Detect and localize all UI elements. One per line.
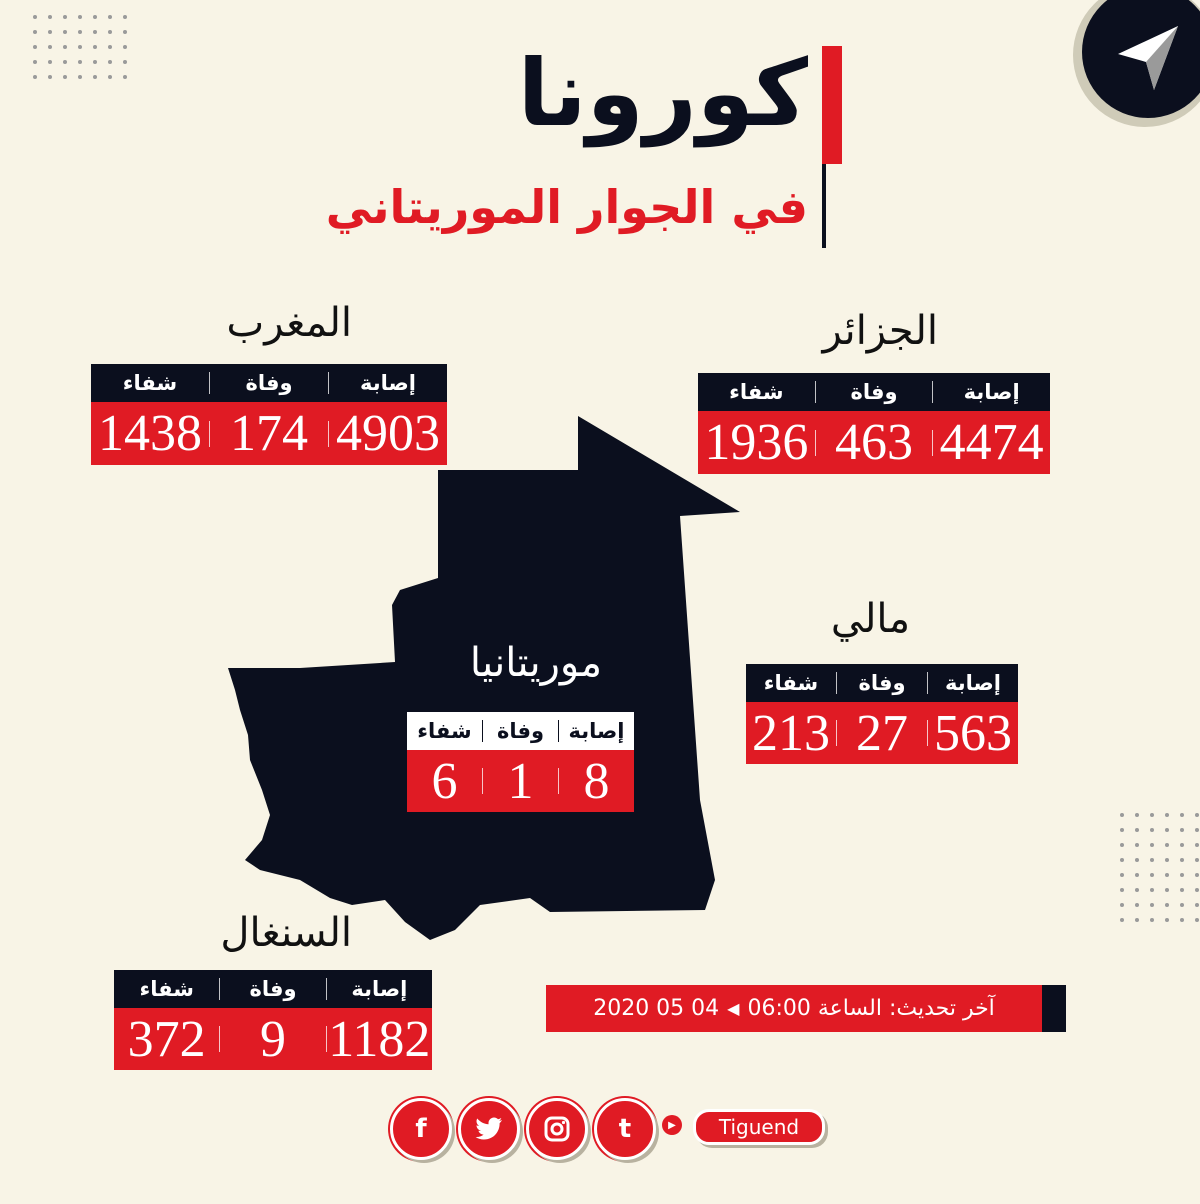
country-name-senegal: السنغال — [220, 910, 352, 956]
stats-header — [746, 664, 1018, 702]
value-recovered: 1936 — [704, 414, 809, 471]
value-recovered: 6 — [431, 752, 458, 810]
page-subtitle: في الجوار الموريتاني — [325, 180, 808, 234]
value-deaths: 1 — [507, 752, 534, 810]
stats-card-senegal — [114, 970, 432, 1070]
instagram-icon[interactable] — [526, 1098, 588, 1160]
stats-values — [114, 1008, 432, 1070]
stats-header — [114, 970, 432, 1008]
label-recovered: شفاء — [139, 977, 194, 1001]
label-cases: إصابة — [360, 371, 416, 395]
twitter-icon[interactable] — [458, 1098, 520, 1160]
label-deaths: وفاة — [850, 380, 898, 404]
value-recovered: 1438 — [98, 405, 202, 462]
last-update-label: آخر تحديث: الساعة 06:00 — [747, 996, 995, 1021]
value-cases: 4474 — [939, 414, 1044, 471]
stats-header — [698, 373, 1050, 411]
label-recovered: شفاء — [122, 371, 178, 395]
last-update-banner — [546, 985, 1042, 1032]
label-deaths: وفاة — [858, 671, 906, 695]
stats-card-algeria — [698, 373, 1050, 474]
label-cases: إصابة — [351, 977, 408, 1001]
social-handle[interactable]: Tiguend — [693, 1109, 825, 1145]
label-deaths: وفاة — [249, 977, 297, 1001]
label-deaths: وفاة — [245, 371, 293, 395]
stats-card-mali — [746, 664, 1018, 764]
country-name-mauritania: موريتانيا — [469, 640, 602, 686]
triangle-right-icon: ▶ — [662, 1115, 682, 1135]
stats-card-morocco — [91, 364, 447, 465]
stats-header — [407, 712, 634, 750]
value-cases: 563 — [934, 704, 1012, 762]
last-update-date: 2020 05 04 — [593, 996, 720, 1021]
last-update-bar — [1042, 985, 1066, 1032]
value-recovered: 372 — [127, 1010, 206, 1068]
value-deaths: 174 — [230, 405, 308, 462]
value-cases: 1182 — [328, 1010, 431, 1068]
label-cases: إصابة — [945, 671, 1001, 695]
label-recovered: شفاء — [417, 719, 472, 743]
country-name-algeria: الجزائر — [822, 308, 938, 354]
stats-values — [91, 402, 447, 465]
label-deaths: وفاة — [496, 719, 545, 743]
facebook-icon[interactable]: f — [390, 1098, 452, 1160]
stats-values — [407, 750, 634, 812]
stats-header — [91, 364, 447, 402]
stats-values — [746, 702, 1018, 764]
value-deaths: 463 — [834, 414, 913, 471]
triangle-left-icon: ◀ — [727, 999, 740, 1018]
value-recovered: 213 — [752, 704, 830, 762]
country-name-mali: مالي — [830, 596, 910, 642]
tumblr-icon[interactable]: t — [594, 1098, 656, 1160]
label-cases: إصابة — [963, 380, 1020, 404]
stats-card-mauritania — [407, 712, 634, 812]
stats-values — [698, 411, 1050, 474]
value-cases: 8 — [583, 752, 610, 810]
label-cases: إصابة — [568, 719, 625, 743]
value-cases: 4903 — [336, 405, 440, 462]
country-name-morocco: المغرب — [226, 300, 352, 346]
value-deaths: 9 — [260, 1010, 286, 1068]
label-recovered: شفاء — [763, 671, 819, 695]
value-deaths: 27 — [856, 704, 908, 762]
page-title: كورونا — [517, 40, 808, 147]
label-recovered: شفاء — [729, 380, 784, 404]
